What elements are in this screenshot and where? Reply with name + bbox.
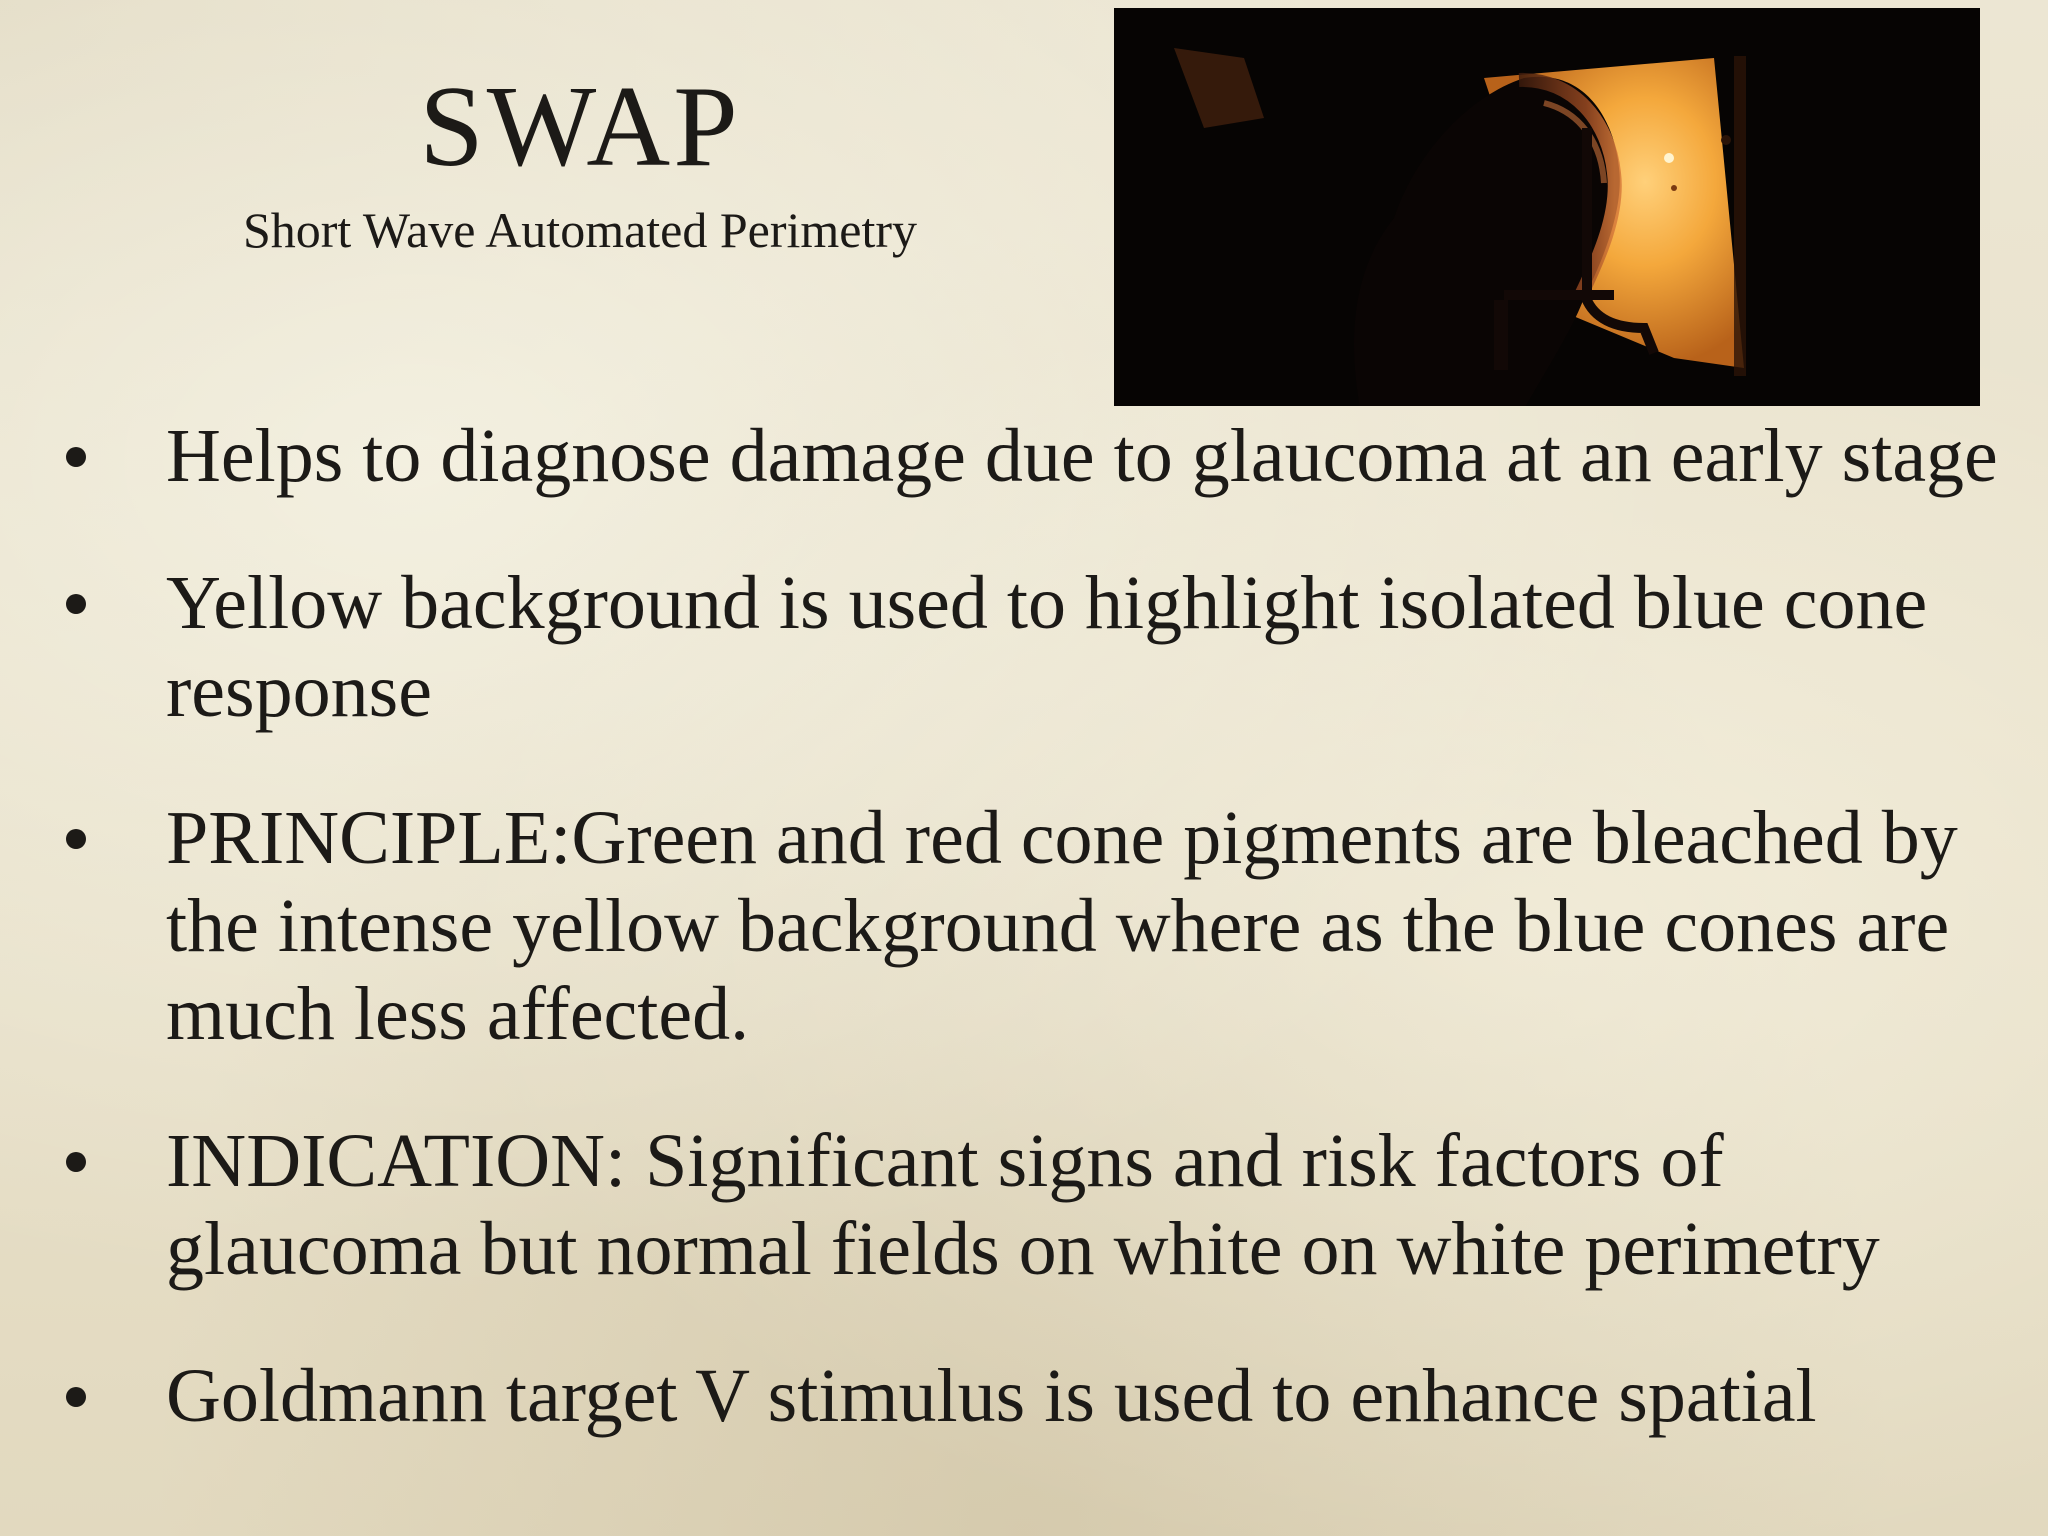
perimetry-photo xyxy=(1114,8,1980,406)
bullet-dot-icon xyxy=(66,1387,86,1407)
title-block xyxy=(150,62,1010,260)
bullet-item xyxy=(0,559,2048,735)
slide-title: SWAP xyxy=(419,63,741,191)
bullet-text: Goldmann target V stimulus is used to enhance spatial xyxy=(166,1354,1817,1438)
bullet-dot-icon xyxy=(66,829,86,849)
bullet-item xyxy=(0,1352,2048,1440)
bullet-item xyxy=(0,794,2048,1058)
bullet-text: Helps to diagnose damage due to glaucoma at an early stage xyxy=(166,414,1998,498)
bullet-dot-icon xyxy=(66,594,86,614)
slide-subtitle: Short Wave Automated Perimetry xyxy=(242,202,918,258)
bullet-item xyxy=(0,1117,2048,1293)
bullet-list xyxy=(0,412,2048,1499)
bullet-dot-icon xyxy=(66,1152,86,1172)
bullet-dot-icon xyxy=(66,447,86,467)
bullet-text: INDICATION: Significant signs and risk factors of glaucoma but normal fields on white on white perimetry xyxy=(166,1119,1880,1291)
bullet-item xyxy=(0,412,2048,500)
bullet-text: PRINCIPLE:Green and red cone pigments are bleached by the intense yellow background where as the blue cones are much less affected. xyxy=(166,796,1958,1056)
bullet-text: Yellow background is used to highlight isolated blue cone response xyxy=(166,561,1928,733)
perimetry-photo-illustration xyxy=(1114,8,1980,406)
